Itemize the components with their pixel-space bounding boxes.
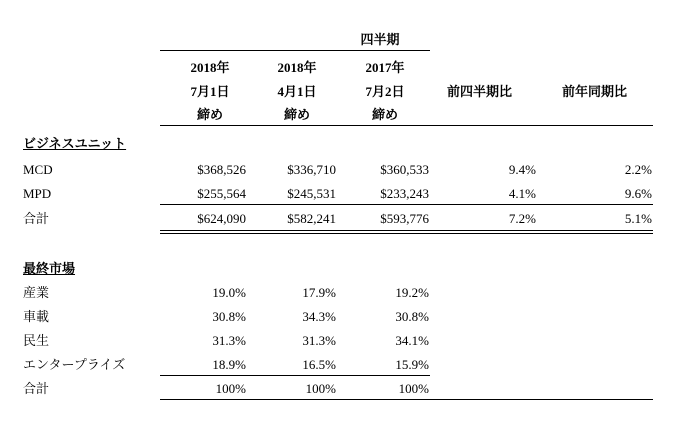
cell-value: 15.9% — [395, 357, 429, 372]
qoq-header: 前四半期比 — [447, 84, 513, 99]
cell-value: 34.3% — [302, 309, 336, 324]
col3-header-year: 2017年 — [365, 60, 405, 75]
cell-value: 9.4% — [508, 162, 536, 177]
row-label: 産業 — [23, 285, 50, 300]
cell-value: 30.8% — [395, 309, 429, 324]
cell-value: $624,090 — [197, 211, 246, 226]
col3-header-date: 7月2日 — [365, 84, 405, 99]
row-label: MPD — [23, 186, 52, 201]
cell-value: $245,531 — [287, 186, 336, 201]
cell-value: 17.9% — [302, 285, 336, 300]
cell-value: 9.6% — [624, 186, 652, 201]
col2-header-year: 2018年 — [277, 60, 317, 75]
cell-value: 2.2% — [624, 162, 652, 177]
cell-value: 100% — [215, 381, 246, 396]
col3-header-closing: 締め — [371, 107, 398, 122]
col1-header-year: 2018年 — [190, 60, 230, 75]
row-label: 民生 — [23, 333, 50, 348]
cell-value: 19.2% — [395, 285, 429, 300]
end-markets-title: 最終市場 — [23, 261, 76, 276]
cell-value: 4.1% — [508, 186, 536, 201]
row-label: 合計 — [23, 381, 50, 396]
cell-value: 18.9% — [212, 357, 246, 372]
col2-header-closing: 締め — [283, 107, 310, 122]
header-rule — [160, 125, 653, 126]
cell-value: 34.1% — [395, 333, 429, 348]
cell-value: $368,526 — [197, 162, 246, 177]
col1-header-closing: 締め — [196, 107, 223, 122]
quarter-group-header: 四半期 — [360, 32, 400, 47]
business-units-title: ビジネスユニット — [23, 136, 127, 151]
total-double-rule — [160, 230, 653, 234]
row-label: MCD — [23, 162, 53, 177]
cell-value: 31.3% — [212, 333, 246, 348]
cell-value: 30.8% — [212, 309, 246, 324]
cell-value: 5.1% — [624, 211, 652, 226]
cell-value: 100% — [398, 381, 429, 396]
cell-value: $255,564 — [197, 186, 246, 201]
row-label: 合計 — [23, 211, 50, 226]
cell-value: $593,776 — [380, 211, 429, 226]
col2-header-date: 4月1日 — [277, 84, 317, 99]
cell-value: 100% — [305, 381, 336, 396]
cell-value: $360,533 — [380, 162, 429, 177]
cell-value: 19.0% — [212, 285, 246, 300]
row-label: 車載 — [23, 309, 50, 324]
cell-value: 31.3% — [302, 333, 336, 348]
yoy-header: 前年同期比 — [562, 84, 628, 99]
quarter-group-rule — [160, 50, 430, 51]
cell-value: 7.2% — [508, 211, 536, 226]
cell-value: $582,241 — [287, 211, 336, 226]
row-label: エンタープライズ — [23, 357, 126, 372]
subtotal-rule — [160, 204, 653, 205]
market-subtotal-rule — [160, 375, 430, 376]
cell-value: $336,710 — [287, 162, 336, 177]
col1-header-date: 7月1日 — [190, 84, 230, 99]
market-total-rule — [160, 399, 653, 400]
cell-value: 16.5% — [302, 357, 336, 372]
cell-value: $233,243 — [380, 186, 429, 201]
